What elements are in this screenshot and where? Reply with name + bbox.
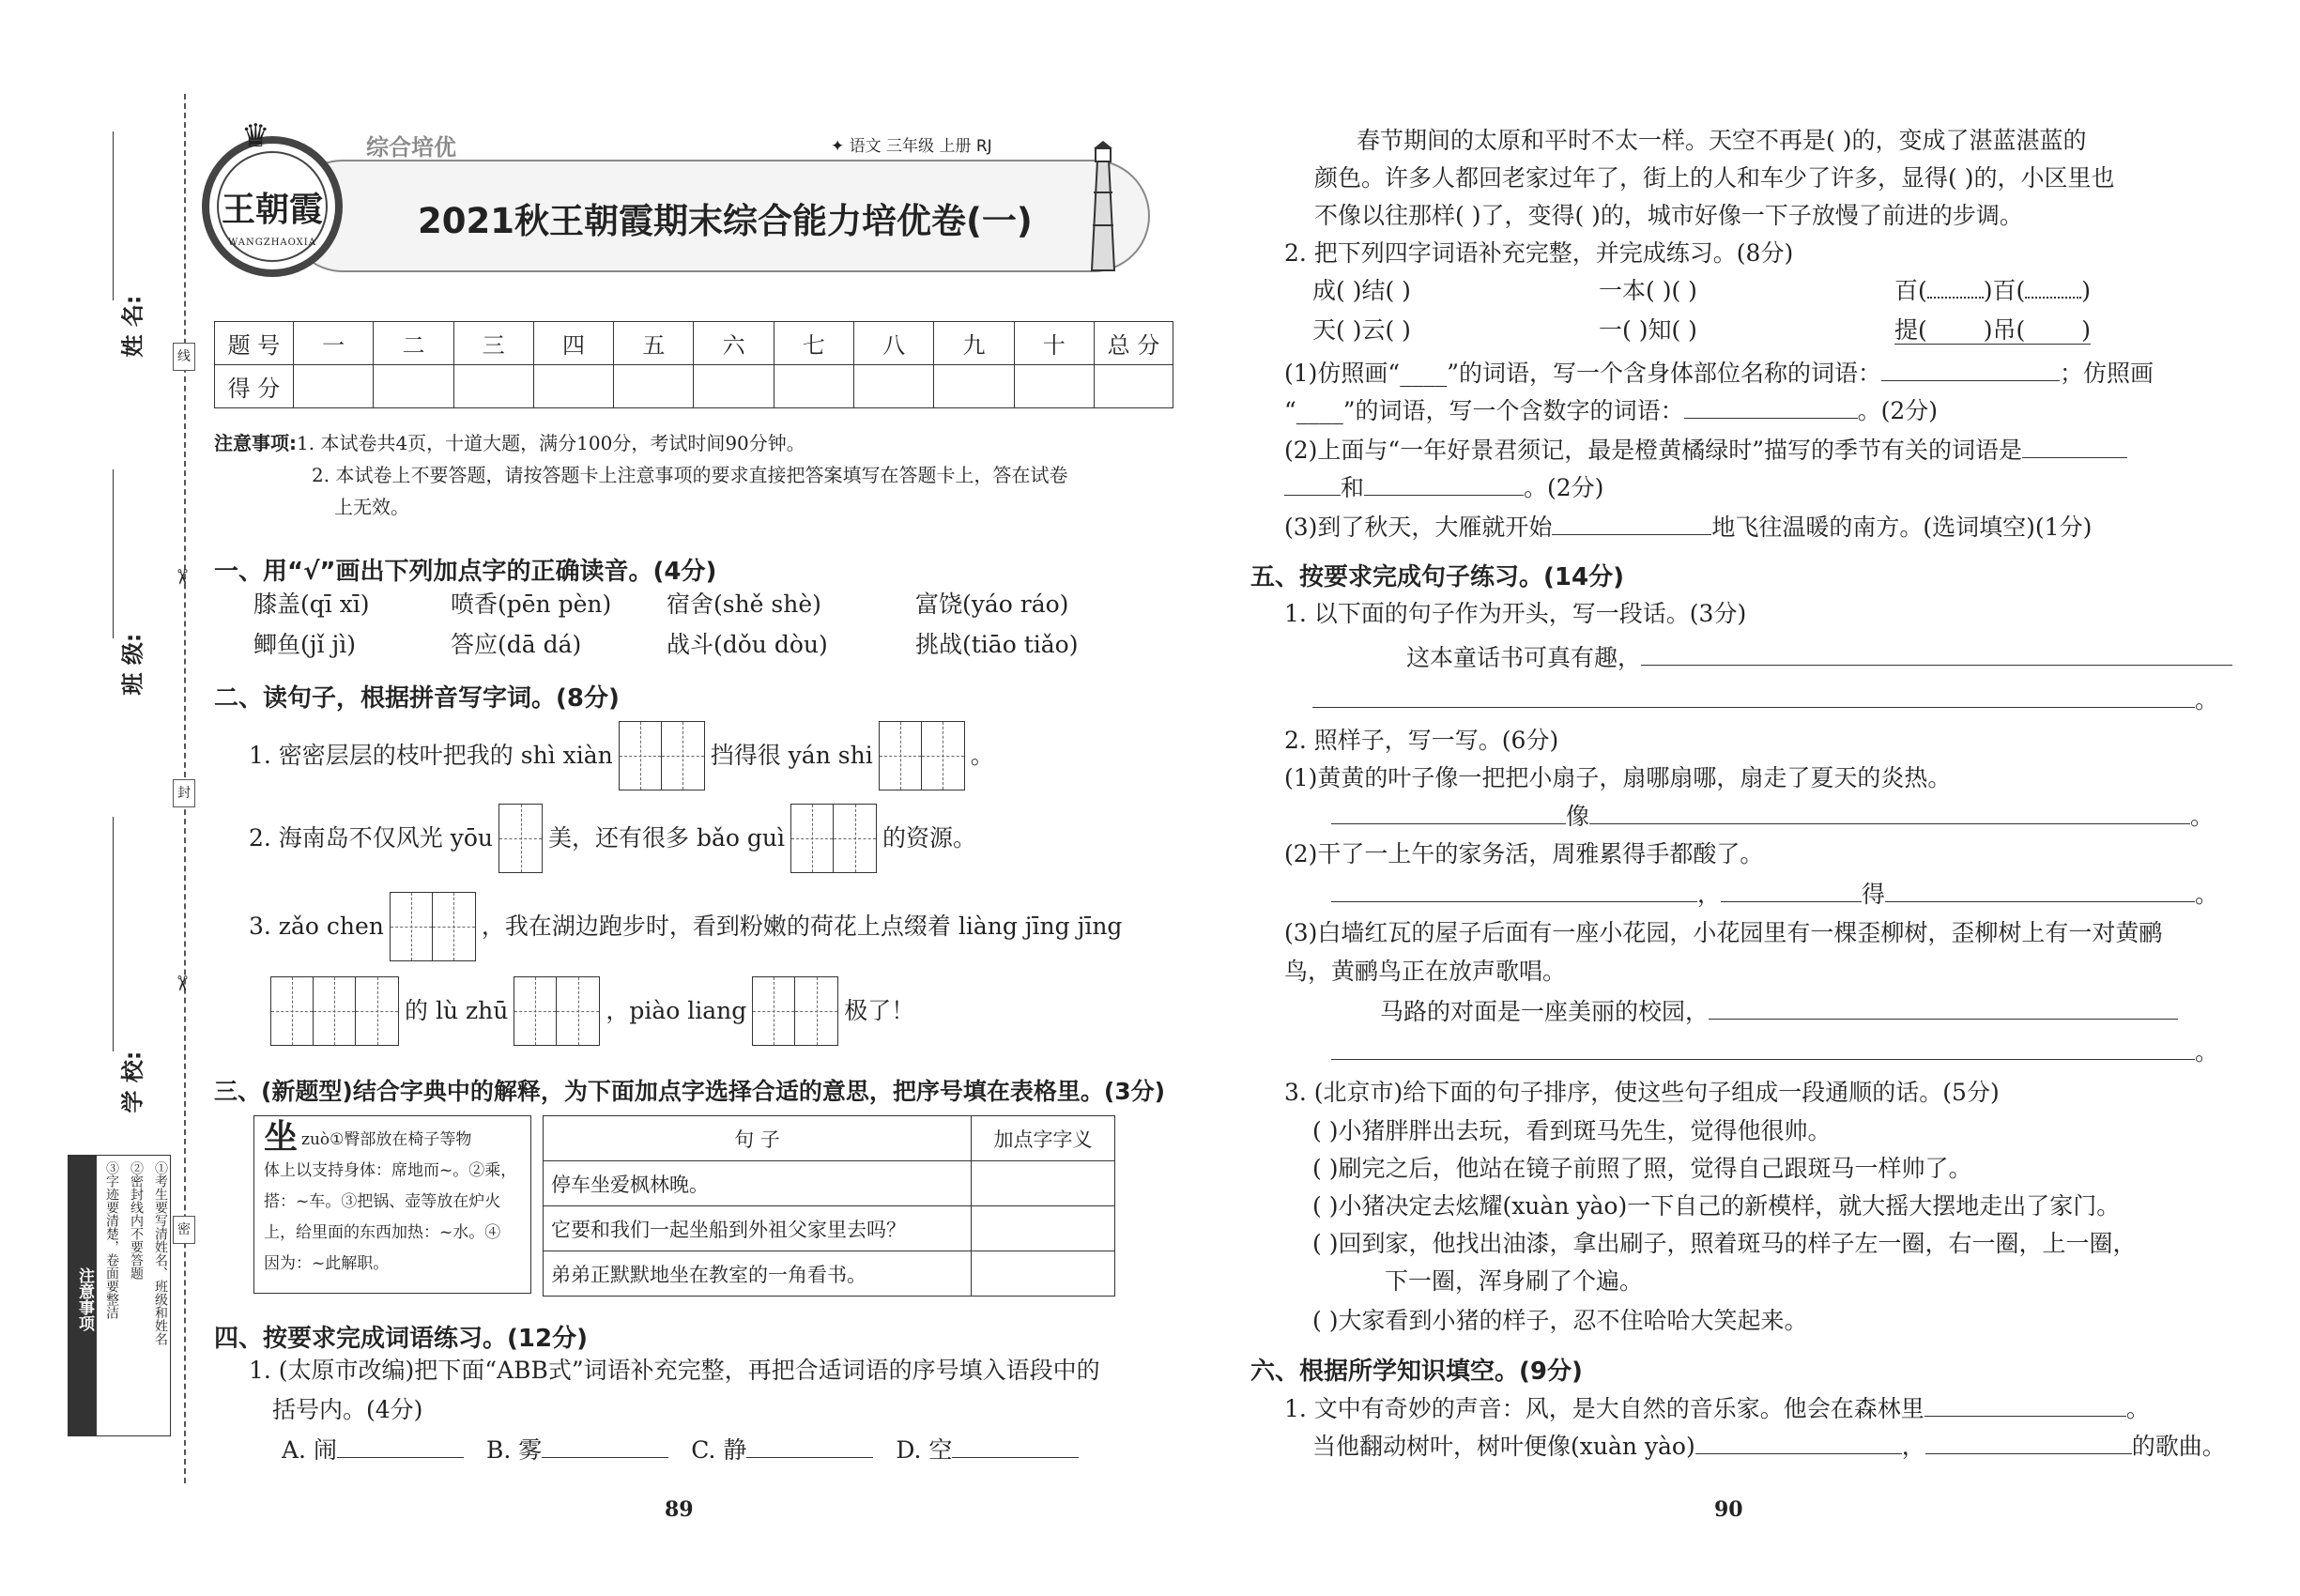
answer-line[interactable] (1331, 800, 1566, 824)
q2-text: ，我在湖边跑步时，看到粉嫩的荷花上点缀着 liàng jīng jīng (481, 913, 1123, 940)
q4-2-1-cont: “____”的词语，写一个含数字的词语： 。(2分) (1284, 394, 1938, 427)
score-cell[interactable] (374, 365, 453, 408)
page-title: 2021秋王朝霞期末综合能力培优卷(一) (418, 201, 1033, 241)
meaning-col-head: 加点字字义 (972, 1116, 1115, 1161)
word-item: 一( )知( ) (1599, 316, 1697, 344)
abb-answer-line[interactable] (952, 1434, 1079, 1458)
q4-2-title: 2. 把下列四字词语补充完整，并完成练习。(8分) (1284, 239, 1794, 267)
page-number-left: 89 (665, 1497, 694, 1522)
answer-line[interactable] (1284, 471, 1341, 496)
abb-options (282, 1434, 1079, 1466)
q5-2-2: (2)干了一上午的家务活，周雅累得手都酸了。 (1284, 840, 1764, 867)
notice-item: ②密封线内不要答题 (129, 1161, 144, 1280)
meaning-answer-cell[interactable] (972, 1161, 1115, 1206)
notes (214, 427, 1067, 523)
cut-mark-2: 封 (173, 779, 195, 807)
passage-line: 颜色。许多人都回老家过年了，街上的人和车少了许多，显得( )的，小区里也 (1314, 164, 2115, 192)
q2-text: 的 lù zhū (405, 997, 509, 1024)
answer-line[interactable] (1589, 800, 2190, 824)
score-head-cell: 三 (453, 322, 533, 365)
answer-line[interactable] (1331, 878, 1697, 902)
dict-line: zuò①臀部放在椅子等物 (301, 1130, 472, 1149)
score-cell[interactable] (694, 365, 774, 408)
q1-title: 一、用“√”画出下列加点字的正确读音。(4分) (214, 558, 717, 586)
notes-item: 上无效。 (334, 496, 409, 518)
q5-2-3-cont: 鸟，黄鹂鸟正在放声歌唱。 (1284, 958, 1567, 985)
score-head-cell: 五 (614, 322, 694, 365)
sentence-col-head: 句 子 (544, 1116, 972, 1161)
passage-line: 不像以往那样( )了，变得( )的，城市好像一下子放慢了前进的步调。 (1314, 202, 2023, 229)
order-item: ( )回到家，他找出油漆，拿出刷子，照着斑马的样子左一圈，右一圈，上一圈， (1312, 1230, 2137, 1257)
q2-text: 2. 海南岛不仅风光 yōu (249, 824, 494, 852)
q2-text: 极了！ (844, 997, 915, 1024)
dict-line: 因为：~此解职。 (264, 1254, 390, 1273)
abb-option: D. 空 (896, 1434, 1079, 1466)
crown-icon: ♛ (241, 117, 270, 155)
q2-sentence-3 (249, 892, 1122, 961)
binding-strip (0, 0, 193, 1596)
scissors-icon: ✂ (169, 974, 193, 992)
order-item: ( )小猪决定去炫耀(xuàn yào)一下自己的新模样，就大摇大摆地走出了家门。 (1312, 1192, 2121, 1220)
order-item: ( )大家看到小猪的样子，忍不住哈哈大笑起来。 (1312, 1307, 1808, 1334)
q5-2-3-lead: 马路的对面是一座美丽的校园， (1380, 995, 2178, 1028)
abb-option: A. 闹 (282, 1434, 464, 1466)
word-item: 一本( )( ) (1599, 277, 1697, 304)
word-item: 百( )百( ) (1894, 277, 2092, 304)
name-field[interactable] (113, 131, 150, 358)
score-cell[interactable] (1014, 365, 1094, 408)
order-item: ( )刷完之后，他站在镜子前照了照，觉得自己跟斑马一样帅了。 (1312, 1155, 1972, 1182)
answer-line[interactable] (1331, 1036, 2195, 1060)
q2-text: ，piào liang (606, 997, 747, 1024)
writing-grid[interactable] (514, 976, 600, 1046)
score-cell[interactable] (934, 365, 1014, 408)
q2-text: 的资源。 (882, 824, 977, 852)
notice-item: ①考生要写清姓名、班级和姓名 (153, 1161, 168, 1345)
answer-line[interactable] (1364, 471, 1524, 496)
q2-text: 挡得很 yán shi (710, 742, 873, 769)
q1-option: 挑战(tiāo tiǎo) (915, 631, 1079, 658)
meaning-answer-cell[interactable] (972, 1251, 1115, 1297)
abb-answer-line[interactable] (746, 1434, 873, 1458)
q1-option: 宿舍(shě shè) (667, 591, 821, 618)
score-head-cell: 二 (374, 322, 453, 365)
lighthouse-icon (1084, 141, 1122, 272)
score-head-cell: 十 (1014, 322, 1094, 365)
answer-line[interactable] (1641, 641, 2232, 666)
abb-option: B. 雾 (486, 1434, 668, 1466)
header (202, 117, 1169, 291)
q4-2-1: (1)仿照画“____”的词语，写一个含身体部位名称的词语： ；仿照画 (1284, 357, 2154, 390)
score-table (214, 321, 1173, 408)
q5-2-1-answer: 像 。 (1331, 800, 2214, 833)
answer-line[interactable] (1721, 878, 1862, 902)
name-label: 姓 名: (119, 295, 146, 358)
class-field[interactable] (113, 469, 150, 696)
writing-grid[interactable] (498, 804, 543, 873)
class-label: 班 级: (119, 633, 146, 696)
score-cell[interactable] (294, 365, 374, 408)
logo-text: 王朝霞 (221, 190, 323, 229)
score-cell[interactable] (854, 365, 934, 408)
score-head-cell: 总 分 (1095, 322, 1173, 365)
dict-line: 搭：~车。③把锅、壶等放在炉火 (264, 1192, 501, 1211)
q4-title: 四、按要求完成词语练习。(12分) (214, 1325, 588, 1353)
score-head-cell: 一 (294, 322, 374, 365)
q5-3: 3. (北京市)给下面的句子排序，使这些句子组成一段通顺的话。(5分) (1284, 1079, 2000, 1106)
brand-tag: 综合培优 (366, 134, 456, 161)
writing-grid[interactable] (790, 804, 877, 873)
meaning-answer-cell[interactable] (972, 1206, 1115, 1251)
q4-2-3: (3)到了秋天，大雁就开始 地飞往温暖的南方。(选词填空)(1分) (1284, 511, 2092, 544)
q3-title: 三、(新题型)结合字典中的解释，为下面加点字选择合适的意思，把序号填在表格里。(3分) (214, 1078, 1166, 1105)
q5-2-2-answer: ， 得 。 (1331, 878, 2218, 911)
score-head-cell: 九 (934, 322, 1014, 365)
answer-line[interactable] (2022, 434, 2127, 458)
q2-text: 3. zǎo chen (249, 913, 384, 940)
score-head-cell: 八 (854, 322, 934, 365)
q5-1-lead: 这本童话书可真有趣， (1406, 641, 2232, 674)
notes-label: 注意事项: (214, 432, 297, 454)
q2-sentence-2 (249, 804, 976, 873)
q2-sentence-1 (249, 721, 994, 790)
q5-1: 1. 以下面的句子作为开头，写一段话。(3分) (1284, 600, 1747, 627)
q6-1: 1. 文中有奇妙的声音：风，是大自然的音乐家。他会在森林里 。 (1284, 1392, 2150, 1425)
score-table-head-row (215, 322, 1173, 365)
school-field[interactable] (113, 817, 150, 1113)
dict-line: 体上以支持身体：席地而~。②乘， (264, 1161, 517, 1180)
word-item: 成( )结( ) (1312, 277, 1411, 304)
q6-1-cont: 当他翻动树叶，树叶便像(xuàn yào) ， 的歌曲。 (1312, 1430, 2226, 1463)
notice-item: ③字迹要清楚，卷面要整洁 (104, 1161, 119, 1319)
dict-char: 坐 (264, 1117, 299, 1157)
notice-title: 注意事项 (69, 1156, 97, 1435)
writing-grid[interactable] (752, 976, 838, 1046)
cut-mark-3: 密 (173, 1216, 195, 1244)
q1-option: 喷香(pēn pèn) (451, 591, 612, 618)
q2-sentence-3-cont (270, 976, 914, 1046)
q2-text: 美，还有很多 bǎo guì (548, 824, 785, 852)
q5-2-3: (3)白墙红瓦的屋子后面有一座小花园，小花园里有一棵歪柳树，歪柳树上有一对黄鹂 (1284, 919, 2163, 946)
writing-grid[interactable] (879, 721, 965, 790)
score-head-cell: 七 (774, 322, 853, 365)
q6-title: 六、根据所学知识填空。(9分) (1250, 1358, 1583, 1386)
notes-item: 1. 本试卷共4页，十道大题，满分100分，考试时间90分钟。 (297, 432, 805, 454)
order-item-cont: 下一圈，浑身刷了个遍。 (1385, 1267, 1644, 1295)
q1-option: 鲫鱼(jǐ jì) (253, 631, 356, 658)
abb-answer-line[interactable] (542, 1434, 668, 1458)
q4-1-line-a: 1. (太原市改编)把下面“ABB式”词语补充完整，再把合适词语的序号填入语段中的 (249, 1357, 1100, 1384)
writing-grid[interactable] (390, 892, 476, 961)
score-cell[interactable] (774, 365, 853, 408)
order-item: ( )小猪胖胖出去玩，看到斑马先生，觉得他很帅。 (1312, 1117, 1832, 1144)
q2-title: 二、读句子，根据拼音写字词。(8分) (214, 684, 620, 713)
notice-box (68, 1155, 171, 1436)
q5-title: 五、按要求完成句子练习。(14分) (1250, 563, 1624, 591)
cut-mark-1: 线 (173, 343, 195, 371)
logo (202, 136, 343, 277)
q2-text: 。 (970, 742, 994, 769)
score-table-score-row (215, 365, 1173, 408)
score-cell[interactable] (1095, 365, 1173, 408)
writing-grid[interactable] (619, 721, 705, 790)
score-head-cell: 题 号 (215, 322, 294, 365)
score-head-cell: 六 (694, 322, 774, 365)
logo-ring-text: WANGZHAOXIA (228, 238, 316, 248)
abb-option: C. 静 (691, 1434, 873, 1466)
answer-line[interactable] (1885, 878, 2195, 902)
answer-line[interactable] (1709, 995, 2178, 1020)
q5-2-3-line2: 。 (1331, 1036, 2218, 1068)
q1-option: 战斗(dǒu dòu) (667, 631, 828, 658)
sentence-cell: 它要和我们一起坐船到外祖父家里去吗？ (544, 1206, 972, 1251)
q5-2: 2. 照样子，写一写。(6分) (1284, 727, 1559, 754)
sentence-table (543, 1115, 1115, 1297)
abb-answer-line[interactable] (337, 1434, 464, 1458)
q5-2-1: (1)黄黄的叶子像一把把小扇子，扇哪扇哪，扇走了夏天的炎热。 (1284, 764, 1952, 791)
sentence-cell: 弟弟正默默地坐在教室的一角看书。 (544, 1251, 972, 1297)
answer-line[interactable] (1695, 1430, 1902, 1454)
q4-2-2-cont: 和 。(2分) (1284, 471, 1603, 504)
q1-option: 富饶(yáo ráo) (915, 591, 1069, 618)
answer-line[interactable] (1925, 1430, 2132, 1454)
writing-grid[interactable] (270, 976, 399, 1046)
q1-option: 膝盖(qī xī) (253, 591, 370, 618)
q4-1-line-b: 括号内。(4分) (272, 1396, 423, 1423)
answer-line[interactable] (1312, 683, 2195, 708)
word-item: 提( )吊( ) (1894, 316, 2092, 344)
sentence-cell: 停车坐爱枫林晚。 (544, 1161, 972, 1206)
answer-line[interactable] (1924, 1392, 2126, 1417)
score-row-label: 得 分 (215, 365, 294, 408)
passage-line: 春节期间的太原和平时不太一样。天空不再是( )的，变成了湛蓝湛蓝的 (1357, 127, 2087, 154)
q2-text: 1. 密密层层的枝叶把我的 shì xiàn (249, 742, 613, 769)
answer-line[interactable] (1881, 357, 2060, 381)
notes-item: 2. 本试卷上不要答题，请按答题卡上注意事项的要求直接把答案填写在答题卡上，答在试卷 (312, 464, 1068, 486)
answer-line[interactable] (1684, 394, 1858, 419)
score-head-cell: 四 (533, 322, 613, 365)
q5-1-line2: 。 (1312, 683, 2218, 716)
scissors-icon: ✂ (169, 568, 193, 586)
header-meta: ✦ 语文 三年级 上册 RJ (831, 137, 992, 156)
q1-option: 答应(dā dá) (451, 631, 582, 658)
answer-line[interactable] (1552, 511, 1711, 535)
q4-2-2: (2)上面与“一年好景君须记，最是橙黄橘绿时”描写的季节有关的词语是 (1284, 434, 2127, 467)
score-cell[interactable] (453, 365, 533, 408)
dictionary-box (253, 1115, 531, 1294)
dict-line: 上，给里面的东西加热：~水。④ (264, 1223, 501, 1242)
score-cell[interactable] (614, 365, 694, 408)
page-number-right: 90 (1714, 1497, 1743, 1522)
school-label: 学 校: (119, 1051, 146, 1113)
score-cell[interactable] (533, 365, 613, 408)
word-item: 天( )云( ) (1312, 316, 1411, 344)
